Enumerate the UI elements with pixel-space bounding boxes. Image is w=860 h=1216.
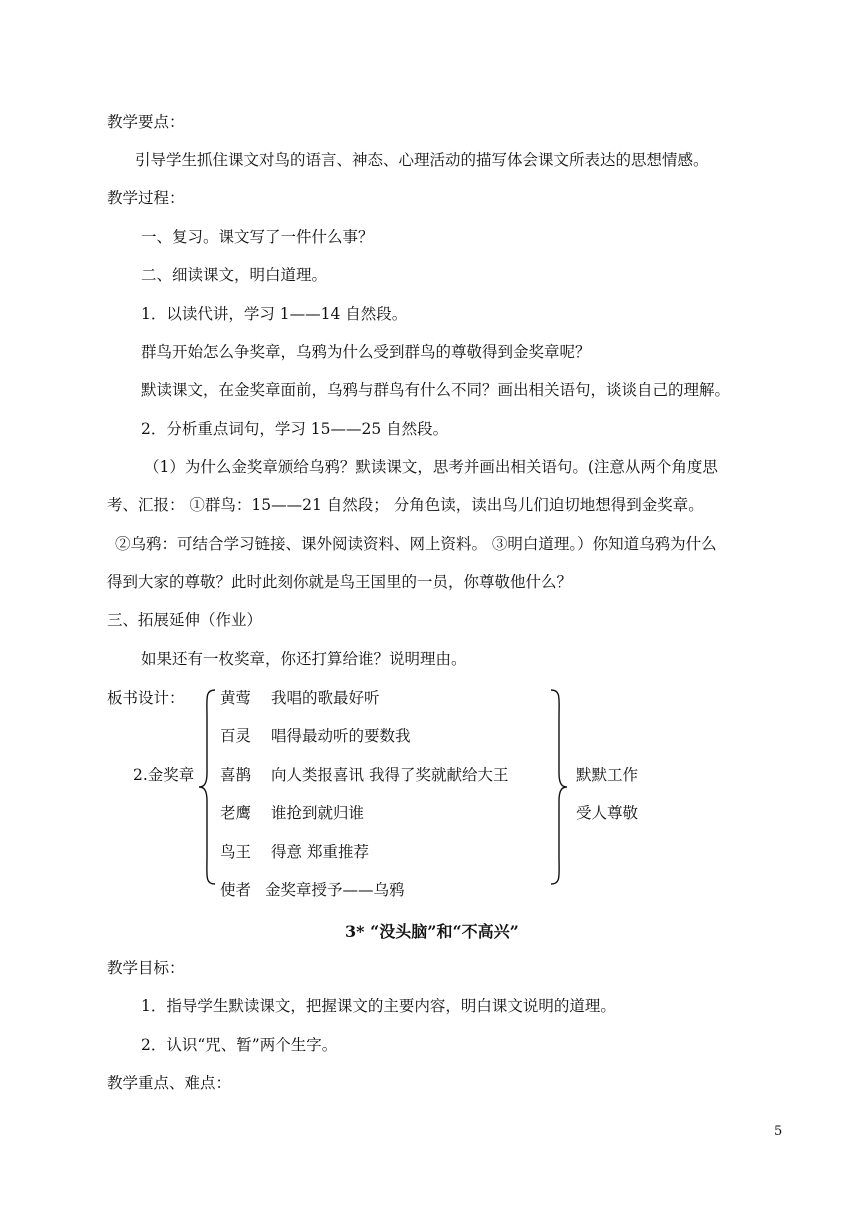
board-item <box>220 726 411 746</box>
board-right-text: 默默工作 <box>576 766 639 784</box>
heading-key-points: 教学要点： <box>107 113 185 131</box>
paragraph-line: （1）为什么金奖章颁给乌鸦？默读课文，思考并画出相关语句。(注意从两个角度思 <box>144 458 718 476</box>
heading-process: 教学过程： <box>107 189 185 207</box>
paragraph-line: 二、细读课文，明白道理。 <box>141 266 328 284</box>
paragraph-line: 群鸟开始怎么争奖章，乌鸦为什么受到群鸟的尊敬得到金奖章呢？ <box>141 343 591 361</box>
board-bird: 喜鹊 <box>220 766 252 784</box>
board-item <box>220 842 369 862</box>
left-brace-icon <box>196 688 218 886</box>
board-bird: 使者 <box>220 881 252 899</box>
paragraph-line: 1．以读代讲，学习 1——14 自然段。 <box>141 305 408 323</box>
heading-key-difficult: 教学重点、难点： <box>107 1074 232 1092</box>
paragraph-line: 2．分析重点词句，学习 15——25 自然段。 <box>141 420 449 438</box>
board-right-text: 受人尊敬 <box>576 804 639 822</box>
board-item <box>220 765 508 785</box>
paragraph-line: 得到大家的尊敬？此时此刻你就是鸟王国里的一员，你尊敬他什么？ <box>107 573 573 591</box>
board-label: 板书设计： <box>107 689 185 707</box>
board-bird: 黄莺 <box>220 689 252 707</box>
paragraph-line: 1．指导学生默读课文，把握课文的主要内容，明白课文说明的道理。 <box>141 997 616 1015</box>
paragraph-line: 引导学生抓住课文对鸟的语言、神态、心理活动的描写体会课文所表达的思想情感。 <box>135 151 709 169</box>
lesson-title: 3* “没头脑”和“不高兴” <box>345 922 519 941</box>
heading-objectives: 教学目标： <box>107 959 185 977</box>
board-item <box>220 880 405 900</box>
right-brace-icon <box>548 688 570 886</box>
paragraph-line: 2．认识“咒、暂”两个生字。 <box>141 1036 338 1054</box>
page-number: 5 <box>774 1124 783 1139</box>
board-text: 唱得最动听的要数我 <box>271 727 411 745</box>
paragraph-line: 一、复习。课文写了一件什么事？ <box>141 228 374 246</box>
board-text: 谁抢到就归谁 <box>271 804 365 822</box>
paragraph-line: ②乌鸦：可结合学习链接、课外阅读资料、网上资料。 ③明白道理。）你知道乌鸦为什么 <box>115 535 717 553</box>
board-text: 我唱的歌最好听 <box>271 689 380 707</box>
paragraph-line: 默读课文，在金奖章面前，乌鸦与群鸟有什么不同？画出相关语句，谈谈自己的理解。 <box>141 381 731 399</box>
board-text: 向人类报喜讯 我得了奖就献给大王 <box>271 766 509 784</box>
paragraph-line: 如果还有一枚奖章，你还打算给谁？说明理由。 <box>141 650 467 668</box>
board-center-label: 2.金奖章 <box>133 766 195 784</box>
board-text: 得意 郑重推荐 <box>271 843 369 861</box>
board-bird: 鸟王 <box>220 843 252 861</box>
board-bird: 老鹰 <box>220 804 252 822</box>
section-heading: 三、拓展延伸（作业） <box>107 611 263 629</box>
board-item <box>220 803 364 823</box>
board-bird: 百灵 <box>220 727 252 745</box>
board-item <box>220 688 380 708</box>
paragraph-line: 考、汇报： ①群鸟：15——21 自然段； 分角色读，读出鸟儿们迫切地想得到金奖章。 <box>107 496 704 514</box>
board-text: 金奖章授予——乌鸦 <box>265 881 405 899</box>
